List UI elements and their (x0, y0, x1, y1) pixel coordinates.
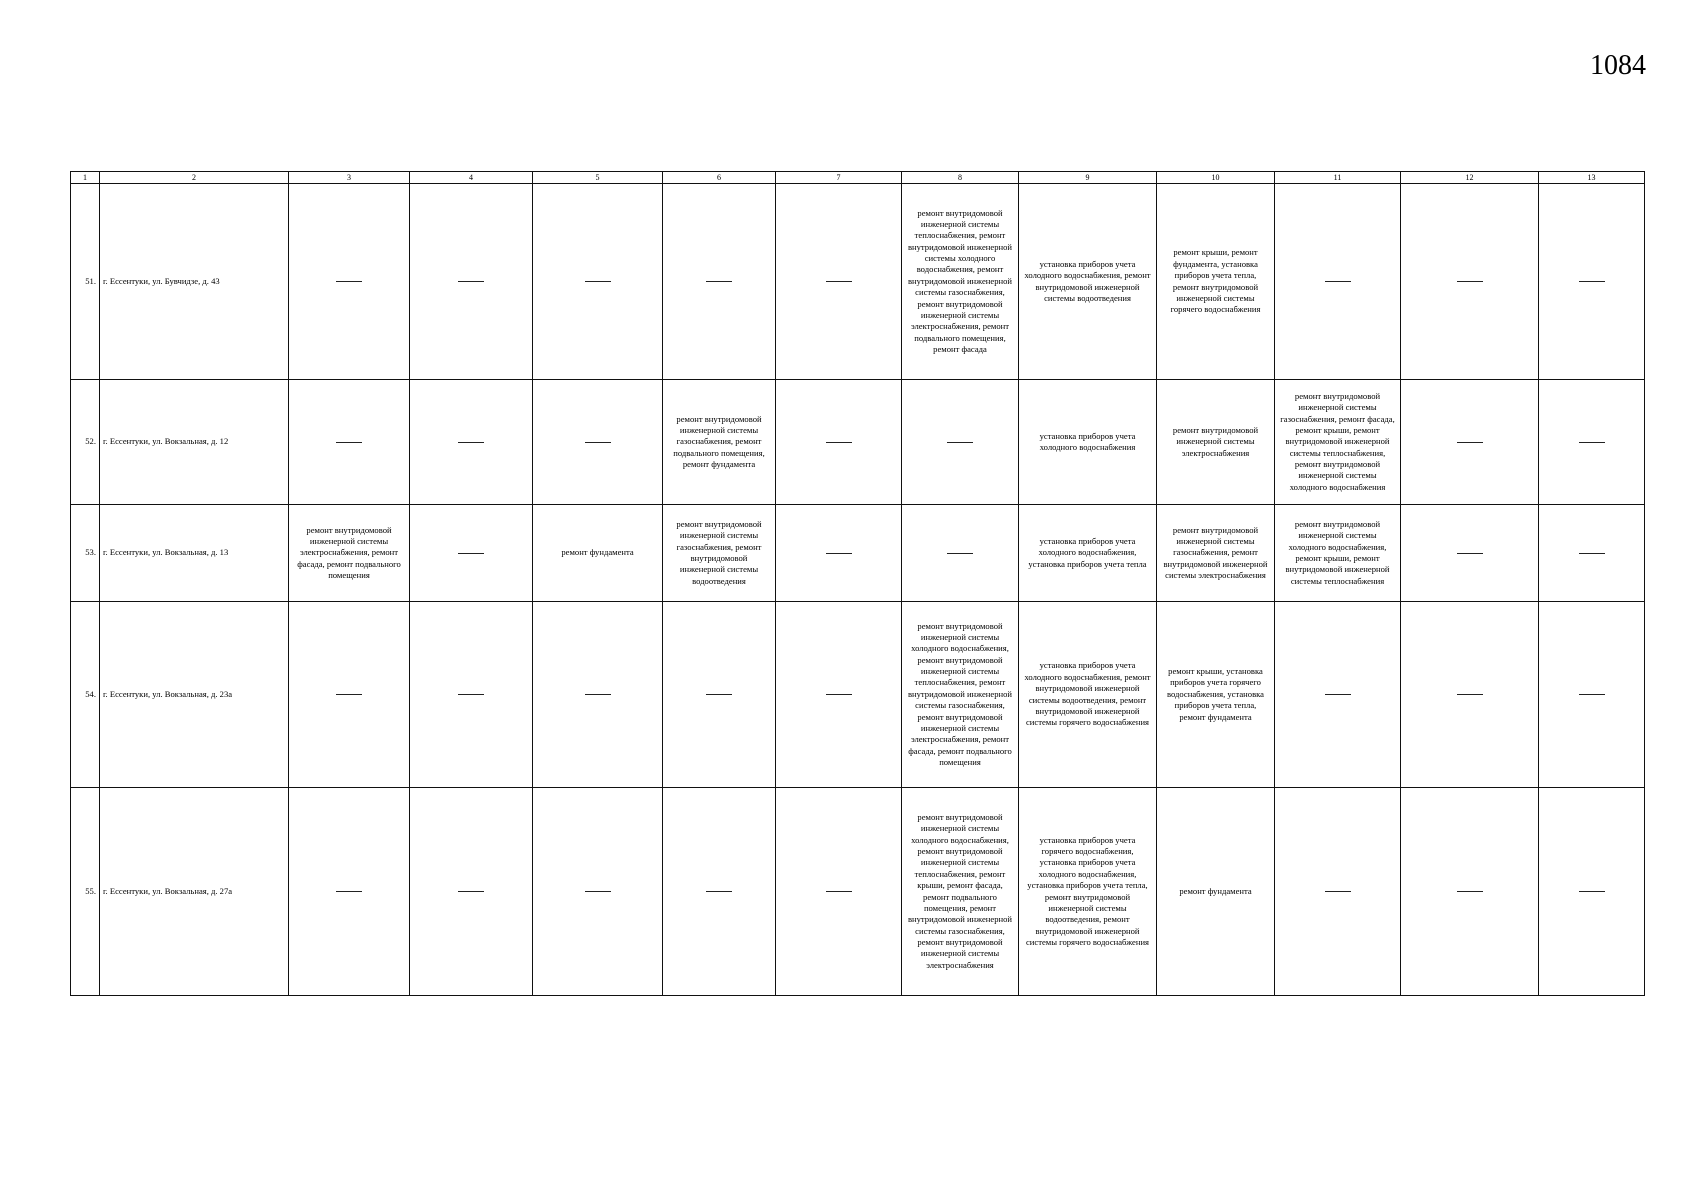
table-cell (1275, 602, 1401, 788)
table-cell (533, 380, 663, 505)
dash-mark (706, 281, 732, 282)
dash-mark (706, 694, 732, 695)
table-cell (1275, 184, 1401, 380)
dash-mark (458, 553, 484, 554)
dash-mark (947, 553, 973, 554)
table-cell (289, 380, 410, 505)
table-cell (533, 184, 663, 380)
dash-mark (585, 281, 611, 282)
page-number: 1084 (1590, 50, 1646, 81)
table-cell: ремонт внутридомовой инженерной системы газоснабжения, ремонт фасада, ремонт крыши, ремонт внутридомовой инженерной системы теплоснабжения, ремонт внутридомовой инженерной системы холодного водоснабжения (1275, 380, 1401, 505)
dash-mark (458, 891, 484, 892)
dash-mark (1579, 694, 1605, 695)
column-header: 10 (1157, 172, 1275, 184)
header-row (71, 172, 1645, 184)
dash-mark (336, 694, 362, 695)
table-cell: ремонт внутридомовой инженерной системы холодного водоснабжения, ремонт внутридомовой инженерной системы теплоснабжения, ремонт внутридомовой инженерной системы газоснабжения, ремонт внутридомовой инженерной системы электроснабжения, ремонт фасада, ремонт подвального помещения (902, 602, 1019, 788)
table-cell (776, 380, 902, 505)
table-cell: ремонт внутридомовой инженерной системы теплоснабжения, ремонт внутридомовой инженерной системы холодного водоснабжения, ремонт внутридомовой инженерной системы газоснабжения, ремонт внутридомовой инженерной системы электроснабжения, ремонт подвального помещения, ремонт фасада (902, 184, 1019, 380)
table-cell: установка приборов учета холодного водоснабжения (1019, 380, 1157, 505)
table-cell: ремонт внутридомовой инженерной системы электроснабжения (1157, 380, 1275, 505)
dash-mark (336, 891, 362, 892)
dash-mark (1457, 891, 1483, 892)
column-header: 1 (71, 172, 100, 184)
table-cell (1401, 505, 1539, 602)
table-cell: ремонт внутридомовой инженерной системы газоснабжения, ремонт подвального помещения, ремонт фундамента (663, 380, 776, 505)
dash-mark (947, 442, 973, 443)
dash-mark (458, 442, 484, 443)
table-cell (776, 184, 902, 380)
table-cell (289, 184, 410, 380)
table-cell (289, 788, 410, 996)
column-header: 7 (776, 172, 902, 184)
row-number: 55. (71, 788, 100, 996)
row-number: 52. (71, 380, 100, 505)
table-cell (1401, 602, 1539, 788)
table-cell (289, 602, 410, 788)
table-cell (902, 505, 1019, 602)
dash-mark (585, 694, 611, 695)
column-header: 2 (100, 172, 289, 184)
column-header: 13 (1539, 172, 1645, 184)
dash-mark (826, 442, 852, 443)
table-cell: установка приборов учета холодного водоснабжения, ремонт внутридомовой инженерной системы водоотведения (1019, 184, 1157, 380)
dash-mark (336, 442, 362, 443)
column-header: 12 (1401, 172, 1539, 184)
dash-mark (458, 281, 484, 282)
table-cell (1539, 788, 1645, 996)
table-cell (410, 602, 533, 788)
table-cell: ремонт внутридомовой инженерной системы холодного водоснабжения, ремонт крыши, ремонт внутридомовой инженерной системы теплоснабжения (1275, 505, 1401, 602)
row-address: г. Ессентуки, ул. Вокзальная, д. 27а (100, 788, 289, 996)
table-cell (1539, 602, 1645, 788)
dash-mark (706, 891, 732, 892)
column-header: 11 (1275, 172, 1401, 184)
table-row (71, 184, 1645, 380)
table-cell (902, 380, 1019, 505)
dash-mark (1457, 281, 1483, 282)
table-cell (1275, 788, 1401, 996)
table-cell: установка приборов учета холодного водоснабжения, ремонт внутридомовой инженерной системы водоотведения, ремонт внутридомовой инженерной системы горячего водоснабжения (1019, 602, 1157, 788)
row-number: 53. (71, 505, 100, 602)
row-address: г. Ессентуки, ул. Бувчидзе, д. 43 (100, 184, 289, 380)
dash-mark (826, 553, 852, 554)
table-cell (410, 380, 533, 505)
table-cell (663, 788, 776, 996)
table-cell: ремонт крыши, ремонт фундамента, установка приборов учета тепла, ремонт внутридомовой инженерной системы горячего водоснабжения (1157, 184, 1275, 380)
column-header: 4 (410, 172, 533, 184)
table-row (71, 505, 1645, 602)
column-header: 6 (663, 172, 776, 184)
table-cell: ремонт фундамента (533, 505, 663, 602)
dash-mark (826, 281, 852, 282)
table-cell (1401, 380, 1539, 505)
dash-mark (1579, 281, 1605, 282)
dash-mark (1457, 553, 1483, 554)
table-cell: установка приборов учета горячего водоснабжения, установка приборов учета холодного водоснабжения, установка приборов учета тепла, ремонт внутридомовой инженерной системы водоотведения, ремонт внутридомовой инженерной системы горячего водоснабжения (1019, 788, 1157, 996)
table-cell (663, 602, 776, 788)
dash-mark (1325, 281, 1351, 282)
dash-mark (826, 891, 852, 892)
dash-mark (585, 891, 611, 892)
table-cell (776, 505, 902, 602)
column-header: 3 (289, 172, 410, 184)
column-header: 5 (533, 172, 663, 184)
dash-mark (336, 281, 362, 282)
table-cell (776, 602, 902, 788)
table-cell: ремонт внутридомовой инженерной системы электроснабжения, ремонт фасада, ремонт подвального помещения (289, 505, 410, 602)
table-cell (1401, 788, 1539, 996)
table-row (71, 380, 1645, 505)
table-cell: ремонт внутридомовой инженерной системы газоснабжения, ремонт внутридомовой инженерной системы электроснабжения (1157, 505, 1275, 602)
table-cell (533, 602, 663, 788)
table-cell: ремонт крыши, установка приборов учета горячего водоснабжения, установка приборов учета тепла, ремонт фундамента (1157, 602, 1275, 788)
table-cell (1539, 380, 1645, 505)
dash-mark (1579, 891, 1605, 892)
table-cell (410, 505, 533, 602)
table-cell: ремонт фундамента (1157, 788, 1275, 996)
table-cell (1401, 184, 1539, 380)
row-address: г. Ессентуки, ул. Вокзальная, д. 23а (100, 602, 289, 788)
dash-mark (458, 694, 484, 695)
table-cell (533, 788, 663, 996)
column-header: 9 (1019, 172, 1157, 184)
dash-mark (1457, 694, 1483, 695)
row-number: 54. (71, 602, 100, 788)
column-header: 8 (902, 172, 1019, 184)
table-cell (410, 184, 533, 380)
row-address: г. Ессентуки, ул. Вокзальная, д. 13 (100, 505, 289, 602)
dash-mark (1579, 442, 1605, 443)
table-cell: ремонт внутридомовой инженерной системы газоснабжения, ремонт внутридомовой инженерной системы водоотведения (663, 505, 776, 602)
dash-mark (826, 694, 852, 695)
table-cell (1539, 505, 1645, 602)
table-cell (776, 788, 902, 996)
dash-mark (585, 442, 611, 443)
row-number: 51. (71, 184, 100, 380)
dash-mark (1457, 442, 1483, 443)
table-cell (1539, 184, 1645, 380)
dash-mark (1325, 891, 1351, 892)
table-cell: ремонт внутридомовой инженерной системы холодного водоснабжения, ремонт внутридомовой инженерной системы теплоснабжения, ремонт крыши, ремонт фасада, ремонт подвального помещения, ремонт внутридомовой инженерной системы газоснабжения, ремонт внутридомовой инженерной системы электроснабжения (902, 788, 1019, 996)
table-cell: установка приборов учета холодного водоснабжения, установка приборов учета тепла (1019, 505, 1157, 602)
row-address: г. Ессентуки, ул. Вокзальная, д. 12 (100, 380, 289, 505)
table-row (71, 602, 1645, 788)
dash-mark (1579, 553, 1605, 554)
table-cell (410, 788, 533, 996)
repair-schedule-table (70, 171, 1645, 996)
dash-mark (1325, 694, 1351, 695)
table-cell (663, 184, 776, 380)
table-row (71, 788, 1645, 996)
